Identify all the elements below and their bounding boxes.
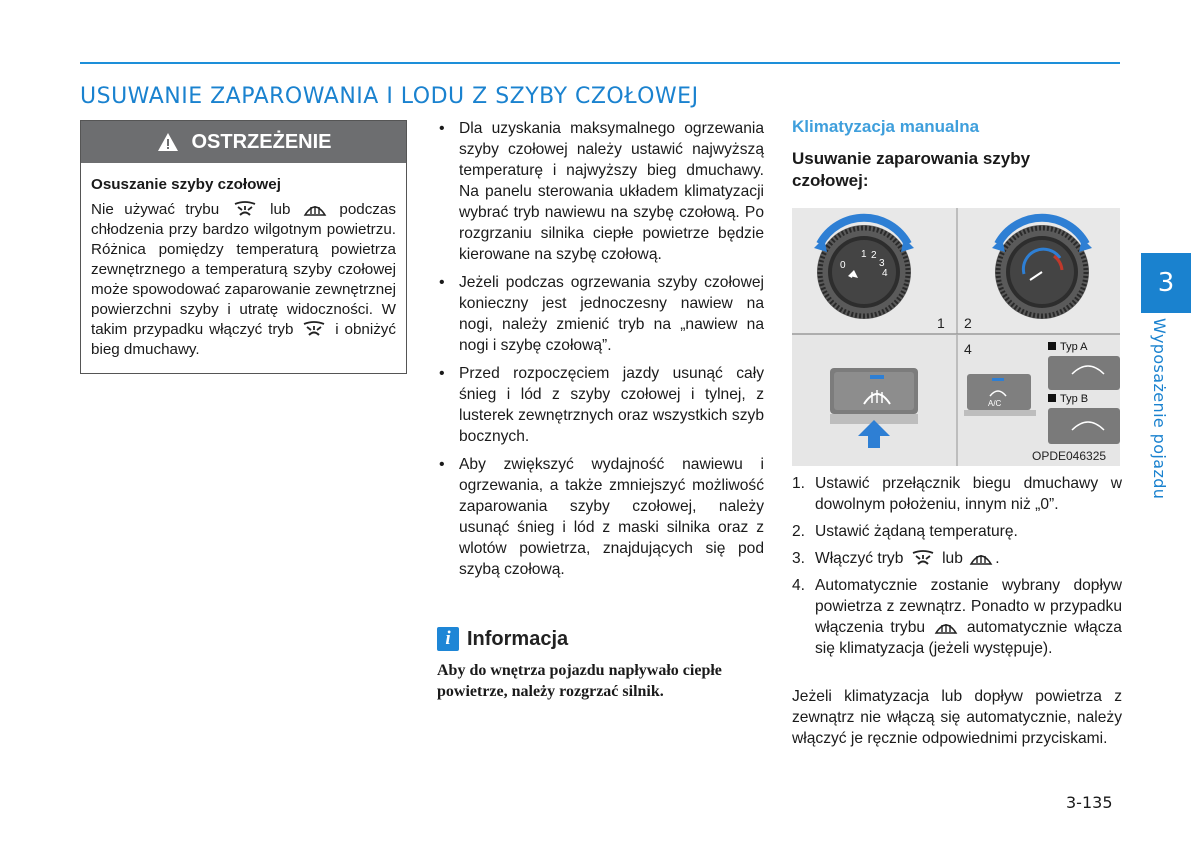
climate-panel-illustration	[792, 208, 1120, 466]
warning-title: OSTRZEŻENIE	[191, 130, 332, 153]
list-item: • Aby zwiększyć wydajność nawiewu i ogrzewania, a także zmniejszyć możliwość zaparowania szyby czołowej, należy usunąć śnieg i lód z maski silnika oraz z wlotów powietrza, znajdujących się pod szybą czołową.	[437, 454, 764, 580]
dial-mark: 2	[871, 250, 877, 261]
figure-label: 2	[964, 315, 972, 331]
list-item: • Jeżeli podczas ogrzewania szyby czołowej konieczny jest jednoczesny nawiew na nogi, należy zmienić tryb na „nawiew na nogi i szybę czołową”.	[437, 272, 764, 356]
dial-mark: 4	[882, 268, 888, 279]
warning-text: Nie używać trybu lub podczas chłodzenia przy bardzo wilgotnym powietrzu. Różnica pomiędzy temperaturą powietrza zewnętrznego a temperaturą szyby czołowej może spowodować zaparowanie zewnętrznej powierzchni szyby i utratę widoczności. W takim przypadku włączyć tryb i obniżyć bieg dmuchawy.	[91, 201, 396, 358]
manual-subheading: Usuwanie zaparowania szyby czołowej:	[792, 149, 1031, 190]
figure-code: OPDE046325	[1032, 449, 1107, 463]
info-text: Aby do wnętrza pojazdu napływało ciepłe powietrze, należy rozgrzać silnik.	[437, 662, 722, 700]
chapter-label: Wyposażenie pojazdu	[1150, 318, 1169, 500]
steps-list	[792, 473, 1122, 665]
closing-paragraph: Jeżeli klimatyzacja lub dopływ powietrza z zewnątrz nie włączą się automatycznie, należy włączyć je ręcznie odpowiednimi przyciskami.	[792, 688, 1122, 747]
defrost-icon	[303, 201, 327, 217]
warning-header	[81, 121, 406, 163]
figure-label: 4	[964, 341, 972, 357]
dial-mark: 0	[840, 260, 846, 271]
defrost-icon	[934, 619, 958, 635]
typ-a-label: Typ A	[1060, 341, 1088, 353]
ac-button-illustration	[964, 374, 1036, 416]
warning-subtitle: Osuszanie szyby czołowej	[91, 176, 281, 193]
list-item: 3. Włączyć tryb lub .	[792, 550, 1000, 567]
face-defrost-mode-icon	[232, 201, 258, 217]
face-defrost-mode-icon	[910, 550, 936, 566]
ac-label: A/C	[988, 399, 1002, 408]
list-item: 2. Ustawić żądaną temperaturę.	[792, 523, 1018, 540]
bullet-column	[437, 118, 764, 587]
dial-mark: 1	[861, 249, 867, 260]
info-header	[437, 627, 568, 651]
info-icon: i	[437, 627, 459, 651]
info-title: Informacja	[467, 627, 569, 650]
typ-b-label: Typ B	[1060, 393, 1089, 405]
dial-mark: 3	[879, 258, 885, 269]
list-item: • Przed rozpoczęciem jazdy usunąć cały śnieg i lód z szyby czołowej i tylnej, z lusterek zewnętrznych oraz wszystkich szyb bocznych.	[437, 363, 764, 447]
list-item: 4. Automatycznie zostanie wybrany dopływ powietrza z zewnątrz. Ponadto w przypadku włączenia trybu automatycznie włącza się klimatyzacja (jeżeli występuje).	[792, 577, 1122, 657]
chapter-tab: 3	[1141, 253, 1191, 313]
top-rule	[80, 62, 1120, 64]
list-item: 1. Ustawić przełącznik biegu dmuchawy w dowolnym położeniu, innym niż „0”.	[792, 475, 1122, 513]
warning-triangle-icon	[157, 132, 179, 152]
page-number: 3-135	[1066, 793, 1113, 812]
defrost-icon	[969, 550, 993, 566]
warning-box	[80, 120, 407, 374]
list-item: • Dla uzyskania maksymalnego ogrzewania szyby czołowej należy ustawić najwyższą temperaturę i najwyższy bieg dmuchawy. Na panelu sterowania układem klimatyzacji wybrać tryb nawiewu na szybę czołową. Po rozgrzaniu silnika ciepłe powietrze będzie kierowane na szybę czołową.	[437, 118, 764, 265]
section-title: USUWANIE ZAPAROWANIA I LODU Z SZYBY CZOŁOWEJ	[80, 84, 699, 109]
figure-label: 1	[937, 315, 945, 331]
manual-heading: Klimatyzacja manualna	[792, 117, 980, 136]
climate-control-figure	[792, 208, 1120, 466]
face-defrost-mode-icon	[301, 321, 327, 337]
